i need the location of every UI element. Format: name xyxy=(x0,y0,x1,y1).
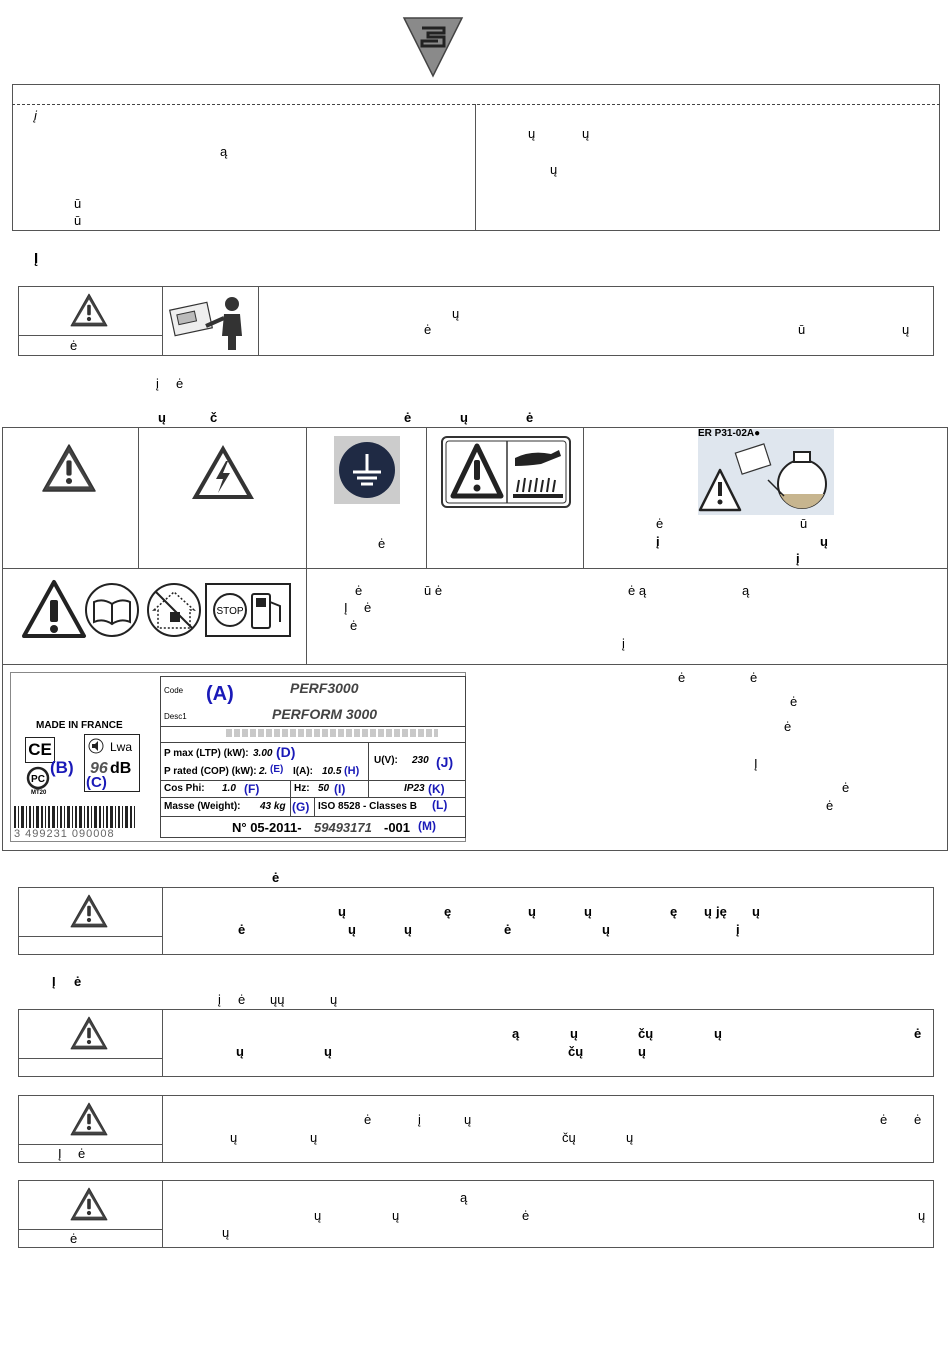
fuel-text-fragment: ų xyxy=(820,534,828,549)
text-fragment: ų xyxy=(330,992,338,1007)
warning-text-fragment: ų xyxy=(348,922,356,937)
warning-text-fragment: ų xyxy=(404,922,412,937)
prated-label: P rated (COP) (kW): xyxy=(164,766,257,777)
mass-value: 43 kg xyxy=(260,801,286,812)
plate-tag: (L) xyxy=(432,798,448,812)
warning-text-fragment: ų xyxy=(638,1044,646,1059)
warning-text-fragment: ą xyxy=(512,1026,520,1041)
warning-text-fragment: į xyxy=(736,922,740,937)
row2-text-fragment: į xyxy=(622,636,625,651)
warning-text-fragment: ę xyxy=(670,904,678,919)
lwa-label: Lwa xyxy=(110,740,133,754)
warning-text-fragment: ė xyxy=(238,922,246,937)
warning-text-fragment: ė xyxy=(914,1112,922,1127)
serial-value: 59493171 xyxy=(314,820,372,835)
operator-with-generator-icon xyxy=(166,290,254,352)
gost-mark-icon xyxy=(25,766,51,793)
warning-text-fragment: ų xyxy=(704,904,712,919)
warning-text-fragment: ų xyxy=(902,322,910,337)
section-heading: ė xyxy=(272,870,280,885)
hot-surface-warning-icon xyxy=(441,436,571,511)
warning-box-1 xyxy=(18,286,934,356)
intro-left-fragment: ą xyxy=(220,144,228,159)
plate-tag: (J) xyxy=(436,754,454,770)
warning-triangle-icon xyxy=(70,1015,108,1054)
warning-text-fragment: ė xyxy=(522,1208,530,1223)
intro-right-fragment: ų xyxy=(550,162,558,177)
sound-speaker-icon xyxy=(88,738,104,757)
fuel-text-fragment: ū xyxy=(800,516,808,531)
intro-left-fragment: ū xyxy=(74,196,82,211)
warning-box-4 xyxy=(18,1095,934,1163)
text-fragment: ė xyxy=(176,376,184,391)
ground-terminal-icon xyxy=(334,436,400,507)
iso-class-label: ISO 8528 - Classes B xyxy=(318,801,417,812)
section-heading: Į xyxy=(34,250,39,267)
plate-tag: (D) xyxy=(276,744,296,760)
barcode-digits: 3 499231 090008 xyxy=(14,828,115,840)
row2-text-fragment: ū ė xyxy=(424,583,443,598)
warning-text-fragment: ų xyxy=(314,1208,322,1223)
text-fragment: ųų xyxy=(270,992,285,1007)
warning-text-fragment: ų xyxy=(584,904,592,919)
intro-divider xyxy=(12,104,940,105)
safety-pictograms-strip xyxy=(22,578,292,641)
warning-text-fragment: ų xyxy=(338,904,346,919)
electric-shock-warning-icon xyxy=(190,443,256,504)
warning-text-fragment: ę xyxy=(444,904,452,919)
warning-box-3 xyxy=(18,1009,934,1077)
row2-text-fragment: ą xyxy=(742,583,750,598)
warning-box-5 xyxy=(18,1180,934,1248)
intro-column-divider xyxy=(475,104,476,231)
fuel-tank-warning-icon xyxy=(698,440,834,517)
warning-text-fragment: ė xyxy=(880,1112,888,1127)
symbols-heading-fragment: ė xyxy=(404,410,412,425)
warning-text-fragment: ų xyxy=(236,1044,244,1059)
warning-text-fragment: ų xyxy=(464,1112,472,1127)
plate-text-fragment: Į xyxy=(754,756,758,771)
warning-caption: Į xyxy=(58,1146,62,1161)
warning-text-fragment: ė xyxy=(424,322,432,337)
plate-text-fragment: ė xyxy=(678,670,686,685)
plate-text-fragment: ė xyxy=(826,798,834,813)
warning-text-fragment: ų xyxy=(626,1130,634,1145)
row2-text-fragment: Į xyxy=(344,600,348,615)
cosphi-value: 1.0 xyxy=(222,783,236,794)
warning-text-fragment: ų xyxy=(602,922,610,937)
fuel-text-fragment: į xyxy=(656,534,660,549)
plate-text-fragment: ė xyxy=(750,670,758,685)
warning-text-fragment: ų xyxy=(752,904,760,919)
fuel-text-fragment: ė xyxy=(656,516,664,531)
stop-sign-label: STOP xyxy=(216,606,244,617)
address-line-blurred xyxy=(226,729,438,737)
mass-label: Masse (Weight): xyxy=(164,801,241,812)
current-value: 10.5 xyxy=(322,766,342,777)
frequency-value: 50 xyxy=(318,783,330,794)
warning-text-fragment: ė xyxy=(914,1026,922,1041)
row2-text-fragment: ė xyxy=(350,618,358,633)
plate-text-fragment: ė xyxy=(842,780,850,795)
intro-left-fragment: ū xyxy=(74,213,82,228)
warning-caption: ė xyxy=(70,1231,78,1246)
cosphi-label: Cos Phi: xyxy=(164,783,205,794)
warning-triangle-icon xyxy=(70,1101,108,1140)
chapter-logo-triangle-icon xyxy=(402,16,464,78)
intro-right-fragment: ų xyxy=(528,126,536,141)
warning-text-fragment: ų xyxy=(918,1208,926,1223)
warning-text-fragment: ų xyxy=(714,1026,722,1041)
warning-box-2 xyxy=(18,887,934,955)
serial-prefix: N° 05-2011- xyxy=(232,820,302,835)
row2-text-fragment: ė ą xyxy=(628,583,647,598)
warning-text-fragment: į xyxy=(418,1112,421,1127)
warning-text-fragment: ję xyxy=(716,904,727,919)
warning-text-fragment: ė xyxy=(364,1112,372,1127)
desc-value: PERFORM 3000 xyxy=(272,706,378,722)
row2-text-fragment: ė xyxy=(364,600,372,615)
plate-tag: (I) xyxy=(334,782,346,796)
code-label: Code xyxy=(164,686,184,695)
pmax-value: 3.00 xyxy=(253,748,273,759)
made-in-label: MADE IN FRANCE xyxy=(36,720,123,731)
db-value: 96 xyxy=(90,760,108,777)
warning-text-fragment: ū xyxy=(798,322,806,337)
symbols-heading-fragment: ų xyxy=(460,410,468,425)
ip-rating-value: IP23 xyxy=(404,783,425,794)
warning-text-fragment: čų xyxy=(562,1130,576,1145)
warning-text-fragment: ą xyxy=(460,1190,468,1205)
ground-caption: ė xyxy=(378,536,386,551)
desc-label: Desc1 xyxy=(164,712,187,721)
frequency-label: Hz: xyxy=(294,783,310,794)
plate-tag: (C) xyxy=(86,774,107,791)
warning-triangle-icon xyxy=(70,893,108,932)
db-unit: dB xyxy=(110,760,132,777)
warning-text-fragment: čų xyxy=(568,1044,584,1059)
section-heading: Į xyxy=(52,974,56,989)
warning-text-fragment: ų xyxy=(392,1208,400,1223)
warning-text-fragment: ų xyxy=(452,306,460,321)
code-value: PERF3000 xyxy=(290,680,359,696)
intro-left-fragment: į xyxy=(34,108,37,123)
plate-tag: (E) xyxy=(270,764,284,775)
pmax-label: P max (LTP) (kW): xyxy=(164,748,249,759)
section-heading: ė xyxy=(74,974,82,989)
warning-text-fragment: ų xyxy=(230,1130,238,1145)
plate-tag: (G) xyxy=(292,800,310,814)
plate-tag: (A) xyxy=(206,683,234,705)
current-label: I(A): xyxy=(293,766,313,777)
symbols-heading-fragment: č xyxy=(210,410,218,425)
plate-tag: (H) xyxy=(344,765,360,777)
fuel-diagram-label: ER P31-02A● xyxy=(698,428,761,439)
symbols-heading-fragment: ų xyxy=(158,410,166,425)
plate-tag: (M) xyxy=(418,819,436,833)
voltage-value: 230 xyxy=(412,755,429,766)
text-fragment: į xyxy=(156,376,159,391)
warning-triangle-icon xyxy=(70,292,108,331)
intro-right-fragment: ų xyxy=(582,126,590,141)
warning-caption: ė xyxy=(78,1146,86,1161)
warning-text-fragment: čų xyxy=(638,1026,654,1041)
symbols-heading-fragment: ė xyxy=(526,410,534,425)
row2-text-fragment: ė xyxy=(355,583,363,598)
gost-code: MT20 xyxy=(31,790,47,796)
plate-text-fragment: ė xyxy=(784,719,792,734)
prated-value: 2. xyxy=(259,766,268,777)
text-fragment: į xyxy=(218,992,221,1007)
warning-text-fragment: ų xyxy=(222,1225,230,1240)
warning-triangle-icon xyxy=(70,1186,108,1225)
plate-text-fragment: ė xyxy=(790,694,798,709)
intro-box xyxy=(12,84,940,231)
ce-mark-icon: CE xyxy=(25,737,55,763)
warning-text-fragment: ų xyxy=(570,1026,578,1041)
serial-suffix: -001 xyxy=(384,820,411,835)
text-fragment: ė xyxy=(238,992,246,1007)
svg-text:PC: PC xyxy=(31,774,45,785)
warning-text-fragment: ų xyxy=(310,1130,318,1145)
plate-tag: (B) xyxy=(50,758,74,777)
warning-text-fragment: ų xyxy=(528,904,536,919)
general-warning-icon xyxy=(40,442,98,497)
voltage-label: U(V): xyxy=(374,755,398,766)
plate-tag: (K) xyxy=(428,782,445,796)
fuel-text-fragment: į xyxy=(796,551,800,566)
warning-text-fragment: ų xyxy=(324,1044,332,1059)
warning-caption: ė xyxy=(70,338,78,353)
warning-text-fragment: ė xyxy=(504,922,512,937)
plate-tag: (F) xyxy=(244,782,260,796)
